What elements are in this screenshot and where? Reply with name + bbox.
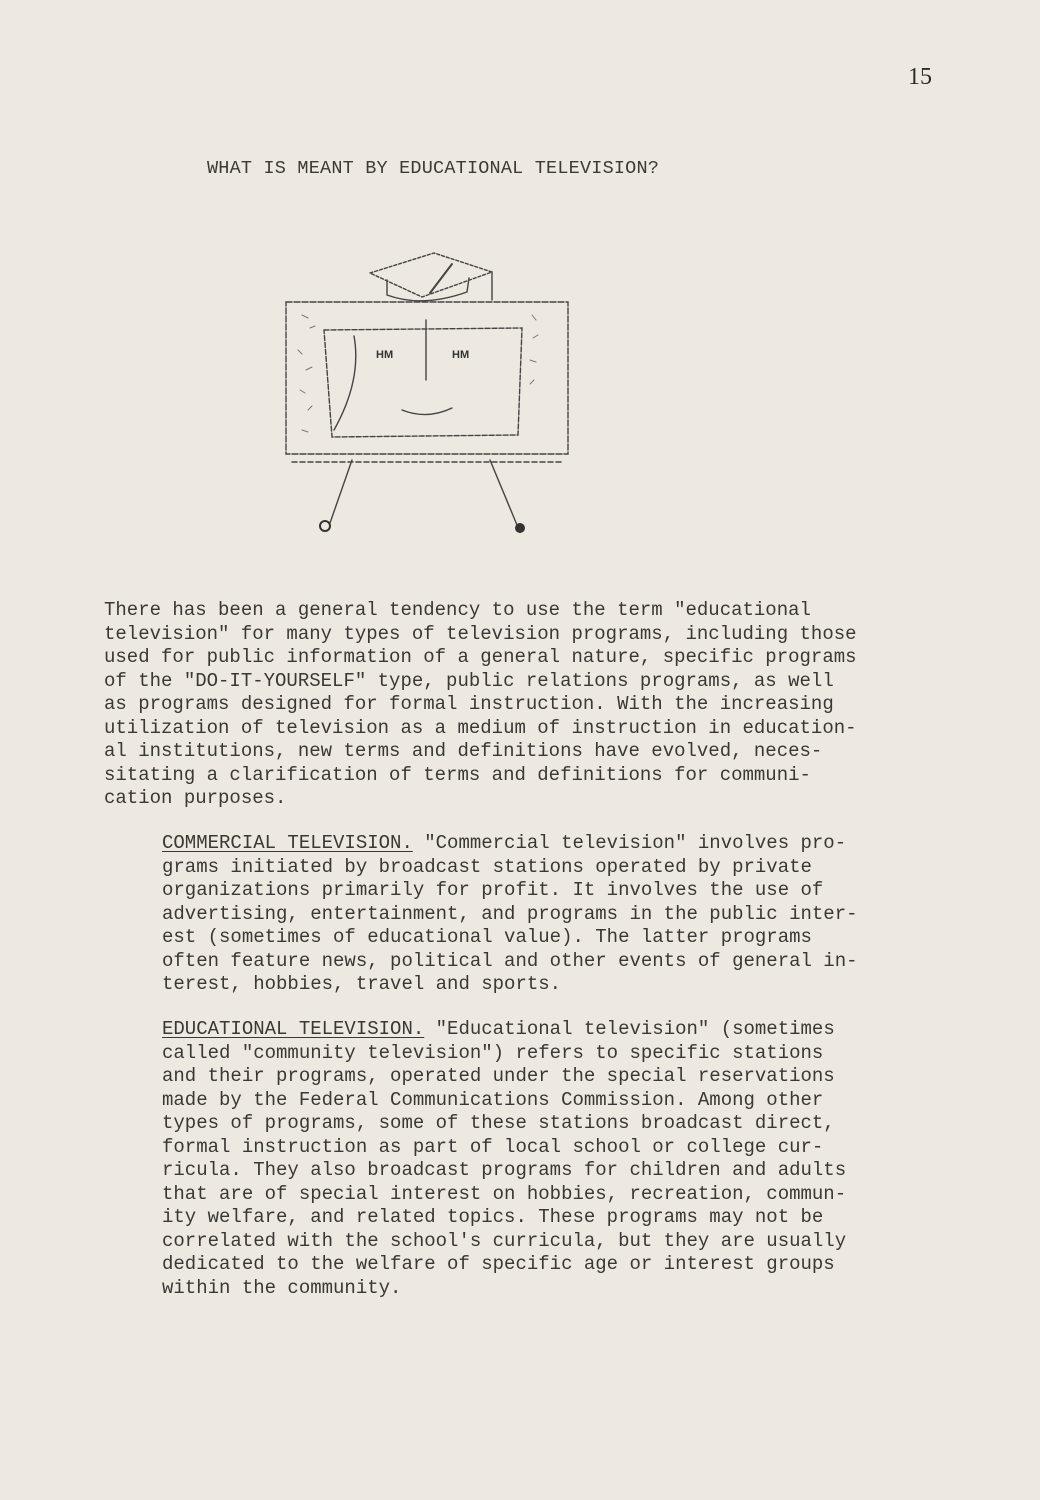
intro-line: sitating a clarification of terms and definitions for communi- — [104, 763, 811, 786]
section-line: grams initiated by broadcast stations operated by private — [162, 855, 812, 878]
section-line: made by the Federal Communications Commission. Among other — [162, 1088, 824, 1111]
section-line: est (sometimes of educational value). The latter programs — [162, 926, 812, 948]
section-heading: EDUCATIONAL TELEVISION. — [162, 1018, 425, 1040]
section-line: ity welfare, and related topics. These programs may not be — [162, 1206, 824, 1228]
section-line: dedicated to the welfare of specific age or interest groups — [162, 1253, 835, 1275]
page-number: 15 — [908, 64, 932, 90]
intro-line: There has been a general tendency to use the term "educational — [104, 599, 811, 621]
section-line: within the community. — [162, 1276, 402, 1299]
intro-line: used for public information of a general nature, specific programs — [104, 646, 857, 668]
intro-line: of the "DO-IT-YOURSELF" type, public relations programs, as well — [104, 669, 834, 692]
section-line: and their programs, operated under the special reservations — [162, 1065, 835, 1087]
section-line: terest, hobbies, travel and sports. — [162, 973, 562, 995]
intro-line: utilization of television as a medium of instruction in education- — [104, 716, 857, 739]
section-heading: COMMERCIAL TELEVISION. — [162, 832, 413, 854]
section-line: advertising, entertainment, and programs in the public inter- — [162, 902, 858, 925]
section-line: formal instruction as part of local school or college cur- — [162, 1135, 824, 1158]
section-line: ricula. They also broadcast programs for children and adults — [162, 1159, 847, 1181]
section-line: organizations primarily for profit. It involves the use of — [162, 879, 824, 901]
intro-line: as programs designed for formal instruction. With the increasing — [104, 693, 834, 715]
section-line: often feature news, political and other events of general in- — [162, 949, 858, 972]
tv-illustration — [262, 240, 592, 550]
section-line: that are of special interest on hobbies, recreation, commun- — [162, 1182, 847, 1205]
page-title: WHAT IS MEANT BY EDUCATIONAL TELEVISION? — [207, 158, 660, 179]
section-text: "Commercial television" involves pro- — [412, 832, 847, 854]
section-text: "Educational television" (sometimes — [424, 1018, 835, 1040]
tv-graduation-cap-icon — [262, 240, 592, 550]
section-line: types of programs, some of these stations broadcast direct, — [162, 1112, 835, 1134]
section-line: called "community television") refers to specific stations — [162, 1041, 824, 1064]
screen-text-right: HM — [452, 349, 470, 361]
screen-text-left: HM — [376, 349, 394, 361]
section-first-line — [162, 1018, 835, 1042]
section-first-line — [162, 832, 846, 856]
intro-line: television" for many types of television programs, including those — [104, 622, 857, 645]
intro-line: al institutions, new terms and definitions have evolved, neces- — [104, 740, 823, 762]
intro-line: cation purposes. — [104, 787, 287, 809]
section-line: correlated with the school's curricula, but they are usually — [162, 1229, 847, 1252]
